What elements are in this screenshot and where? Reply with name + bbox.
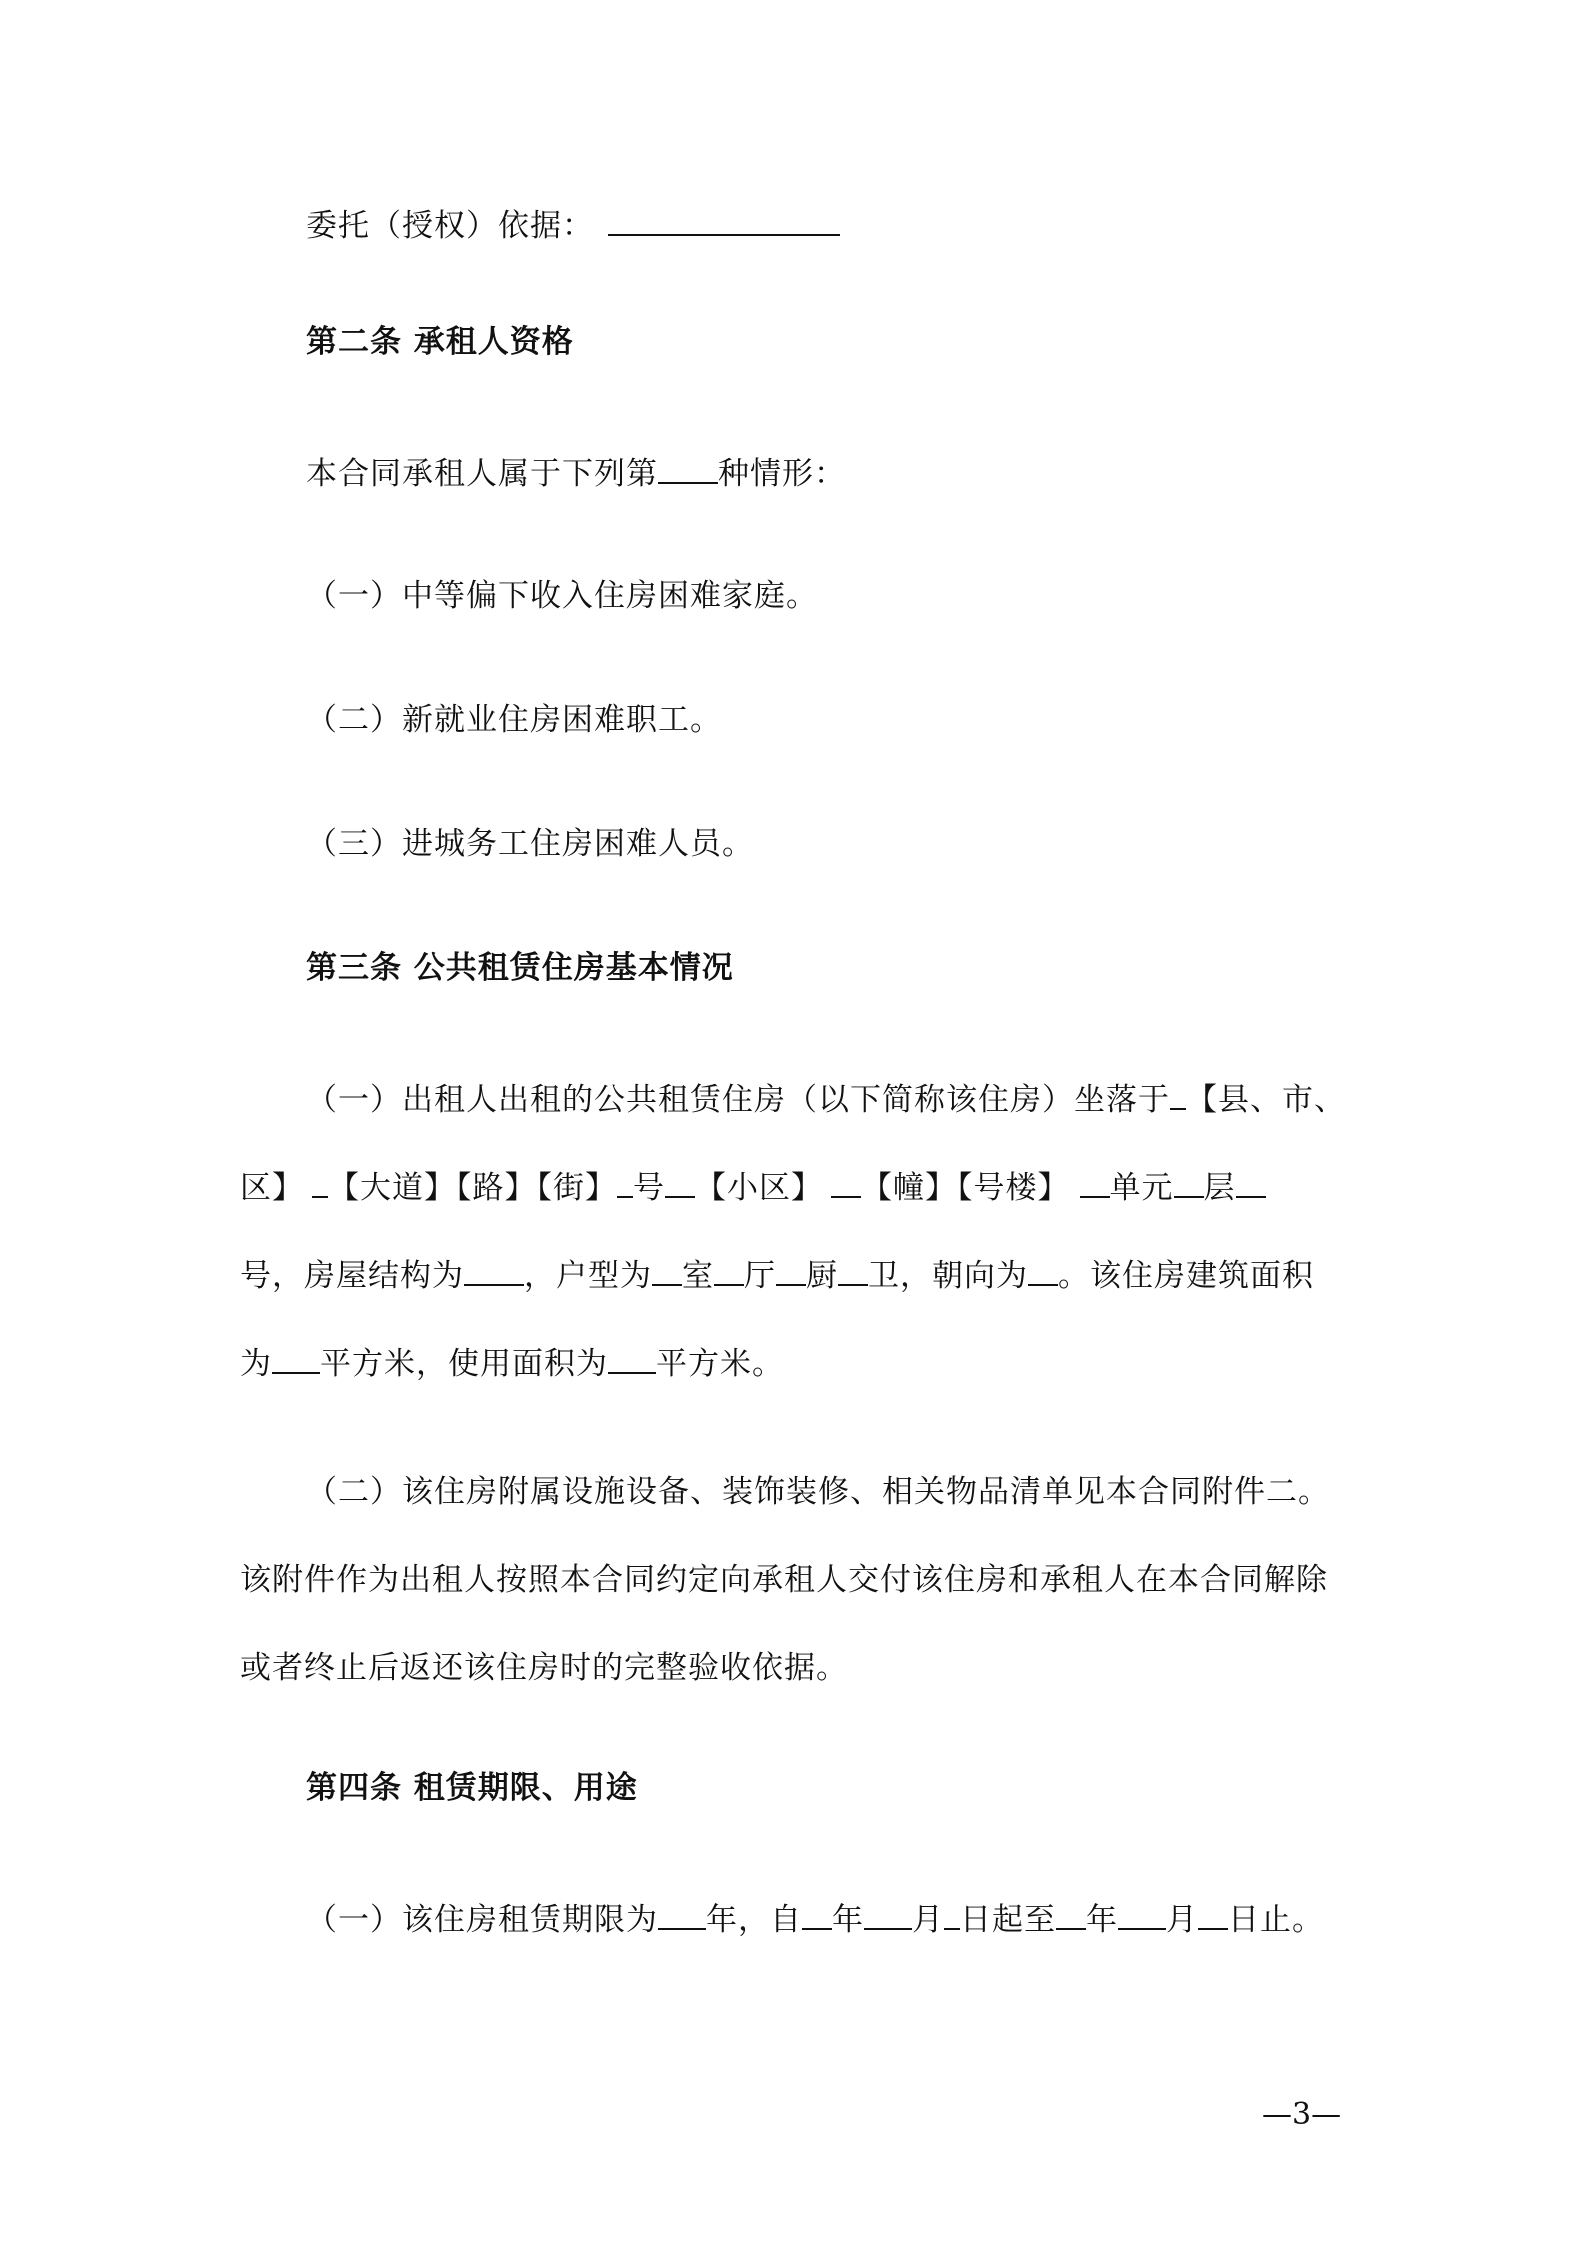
article-2-item-1: （一）中等偏下收入住房困难家庭。	[306, 578, 818, 614]
article-3-para-1-line-2	[240, 1166, 1266, 1208]
text: 【县、市、	[1186, 1082, 1346, 1118]
text: 平方米，使用面积为	[320, 1346, 608, 1382]
article-2-item-2: （二）新就业住房困难职工。	[306, 702, 722, 738]
article-2-title: 第二条 承租人资格	[306, 324, 574, 360]
article-3-title: 第三条 公共租赁住房基本情况	[306, 950, 734, 986]
text: （一）该住房租赁期限为	[306, 1902, 658, 1938]
text: 日起至	[960, 1902, 1056, 1938]
text: 【小区】	[695, 1170, 823, 1206]
text: 单元	[1109, 1170, 1174, 1206]
article-2-intro-text-a: 本合同承租人属于下列第	[306, 456, 658, 492]
blank	[831, 1166, 861, 1198]
text: 厅	[744, 1258, 776, 1294]
text: 日止。	[1228, 1902, 1324, 1938]
article-3-para-1-line-1	[306, 1078, 1346, 1120]
article-3-para-1-line-3	[240, 1254, 1314, 1296]
article-3-para-1-line-4	[240, 1342, 784, 1384]
text: 室	[682, 1258, 714, 1294]
article-4-title: 第四条 租赁期限、用途	[306, 1770, 638, 1806]
blank	[608, 1342, 656, 1374]
text: 平方米。	[656, 1346, 784, 1382]
blank	[652, 1254, 682, 1286]
entrust-basis-blank	[608, 204, 840, 236]
article-2-intro	[306, 452, 846, 494]
text: ，户型为	[524, 1258, 652, 1294]
article-2-item-3: （三）进城务工住房困难人员。	[306, 826, 754, 862]
article-3-para-2-line-3: 或者终止后返还该住房时的完整验收依据。	[240, 1650, 848, 1686]
blank	[776, 1254, 806, 1286]
blank	[1080, 1166, 1110, 1198]
text: 月	[912, 1902, 944, 1938]
entrust-basis-label: 委托（授权）依据：	[306, 208, 594, 244]
article-3-para-2-line-1: （二）该住房附属设施设备、装饰装修、相关物品清单见本合同附件二。	[306, 1474, 1330, 1510]
article-4-item-1	[306, 1898, 1324, 1940]
blank	[1174, 1166, 1204, 1198]
blank	[665, 1166, 695, 1198]
text: 年，自	[706, 1902, 802, 1938]
text: 卫，朝向为	[868, 1258, 1028, 1294]
article-3-para-2-line-2: 该附件作为出租人按照本合同约定向承租人交付该住房和承租人在本合同解除	[240, 1562, 1328, 1598]
blank	[464, 1254, 524, 1286]
blank	[838, 1254, 868, 1286]
text: 区】	[240, 1170, 304, 1206]
text: 号	[633, 1170, 665, 1206]
text: 。该住房建筑面积	[1058, 1258, 1314, 1294]
blank	[272, 1342, 320, 1374]
blank	[658, 1898, 706, 1930]
blank	[312, 1166, 328, 1198]
blank	[944, 1898, 960, 1930]
text: 年	[832, 1902, 864, 1938]
text: 为	[240, 1346, 272, 1382]
blank	[617, 1166, 633, 1198]
blank	[714, 1254, 744, 1286]
text: 【大道】【路】【街】	[328, 1170, 617, 1206]
entrust-basis-line	[306, 204, 840, 246]
text: 厨	[806, 1258, 838, 1294]
blank	[1170, 1078, 1186, 1110]
article-2-intro-text-b: 种情形：	[718, 456, 846, 492]
text: （一）出租人出租的公共租赁住房（以下简称该住房）坐落于	[306, 1082, 1170, 1118]
blank	[1028, 1254, 1058, 1286]
text: 【幢】【号楼】	[861, 1170, 1070, 1206]
blank	[864, 1898, 912, 1930]
blank	[1198, 1898, 1228, 1930]
text: 层	[1203, 1170, 1236, 1206]
text: 月	[1166, 1902, 1198, 1938]
blank	[658, 452, 718, 484]
page-number: —3—	[1262, 2097, 1342, 2132]
blank	[802, 1898, 832, 1930]
text: 年	[1086, 1902, 1118, 1938]
text: 号，房屋结构为	[240, 1258, 464, 1294]
blank	[1236, 1166, 1266, 1198]
blank	[1118, 1898, 1166, 1930]
blank	[1056, 1898, 1086, 1930]
